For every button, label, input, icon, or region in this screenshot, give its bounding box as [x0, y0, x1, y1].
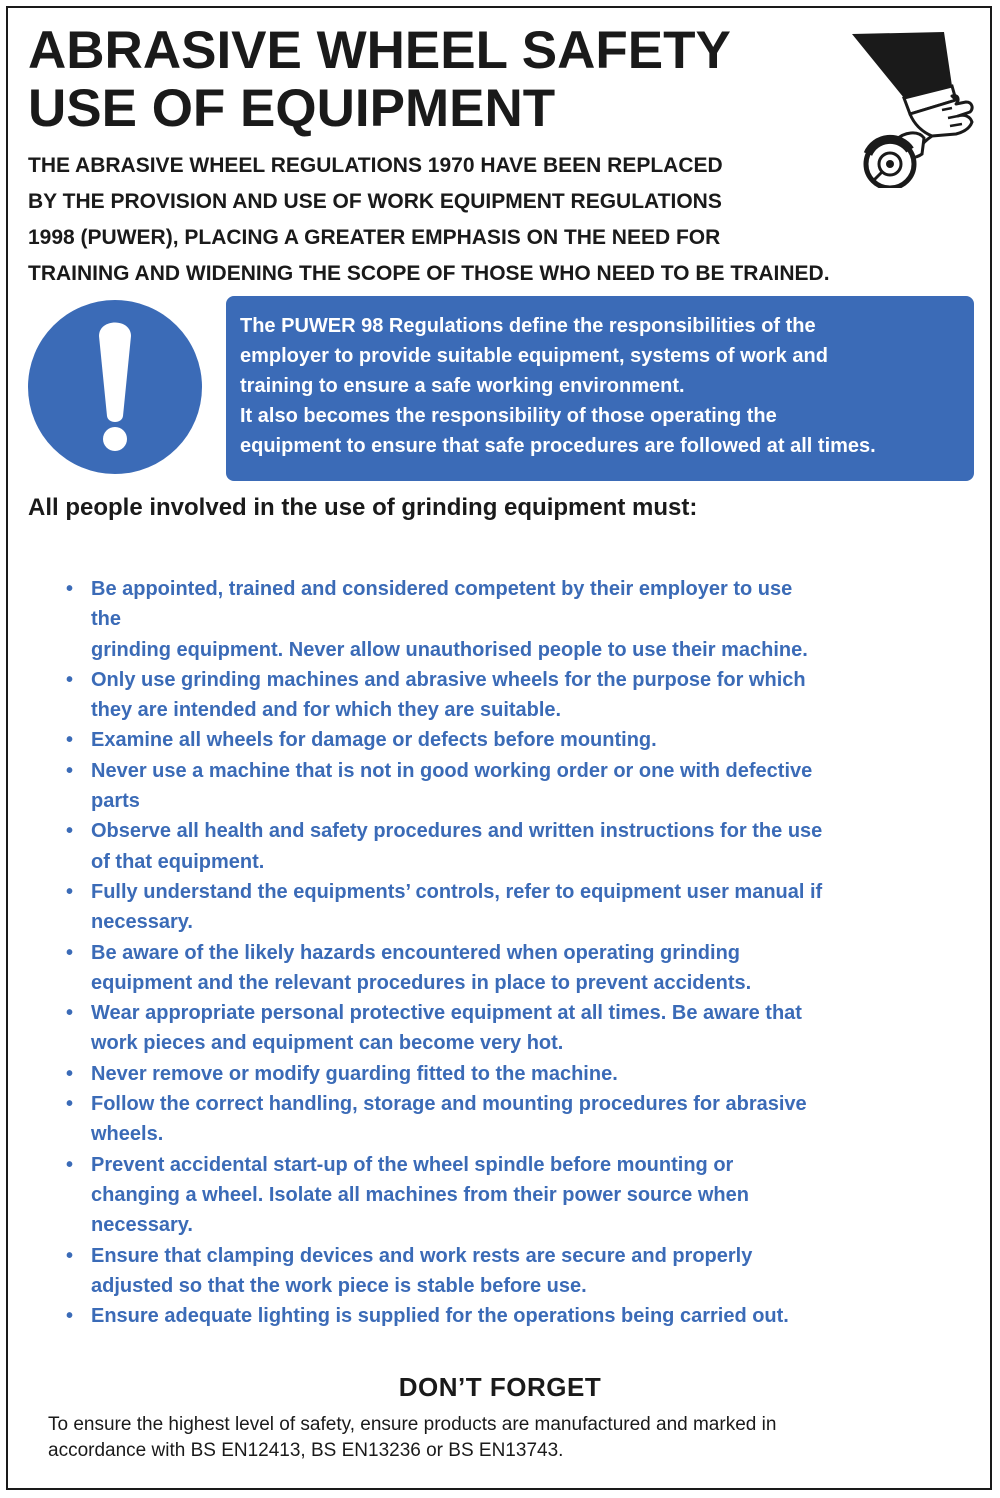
rule-line: equipment and the relevant procedures in place to prevent accidents. — [91, 971, 752, 994]
rule-item — [66, 1059, 946, 1089]
rule-line: • Prevent accidental start-up of the wheel spindle before mounting or — [91, 1153, 734, 1176]
rule-line: • Follow the correct handling, storage and mounting procedures for abrasive — [91, 1093, 807, 1116]
rule-item — [66, 938, 946, 999]
info-line: equipment to ensure that safe procedures are followed at all times. — [240, 435, 876, 457]
info-line: It also becomes the responsibility of those operating the — [240, 405, 777, 427]
rule-item — [66, 998, 946, 1059]
footer-line: accordance with BS EN12413, BS EN13236 or BS EN13743. — [48, 1440, 564, 1461]
intro-line: 1998 (PUWER), PLACING A GREATER EMPHASIS ON THE NEED FOR — [28, 226, 721, 249]
rule-line: • Ensure that clamping devices and work rests are secure and properly — [91, 1244, 753, 1267]
rule-item — [66, 1150, 946, 1241]
rule-line: adjusted so that the work piece is stable before use. — [91, 1274, 587, 1297]
rule-item — [66, 816, 946, 877]
rule-line: necessary. — [91, 1214, 193, 1237]
rule-line: • Wear appropriate personal protective equipment at all times. Be aware that — [91, 1002, 802, 1025]
lead-heading: All people involved in the use of grinding equipment must: — [28, 494, 698, 521]
rule-line: • Only use grinding machines and abrasive wheels for the purpose for which — [91, 668, 806, 691]
rule-line: • Observe all health and safety procedures and written instructions for the use — [91, 820, 823, 843]
intro-line: TRAINING AND WIDENING THE SCOPE OF THOSE WHO NEED TO BE TRAINED. — [28, 262, 830, 285]
rule-item — [66, 1089, 946, 1150]
rule-line: the — [91, 608, 121, 631]
rule-line: • Ensure adequate lighting is supplied for the operations being carried out. — [91, 1305, 789, 1328]
rule-line: wheels. — [91, 1123, 164, 1146]
rule-item — [66, 1301, 946, 1331]
rule-line: grinding equipment. Never allow unauthorised people to use their machine. — [91, 638, 808, 661]
rule-line: • Examine all wheels for damage or defects before mounting. — [91, 729, 657, 752]
intro-line: BY THE PROVISION AND USE OF WORK EQUIPMENT REGULATIONS — [28, 190, 722, 213]
rule-line: • Never remove or modify guarding fitted to the machine. — [91, 1062, 618, 1085]
rule-line: necessary. — [91, 911, 193, 934]
title-line-2: USE OF EQUIPMENT — [28, 79, 556, 138]
rule-item — [66, 574, 946, 665]
info-line: The PUWER 98 Regulations define the responsibilities of the — [240, 315, 816, 337]
info-callout — [226, 296, 974, 481]
rule-line: parts — [91, 790, 140, 813]
intro-line: THE ABRASIVE WHEEL REGULATIONS 1970 HAVE BEEN REPLACED — [28, 154, 723, 177]
rule-item — [66, 1241, 946, 1302]
info-line: training to ensure a safe working environment. — [240, 375, 685, 397]
footer-note — [48, 1412, 968, 1464]
rule-item — [66, 756, 946, 817]
rule-item — [66, 877, 946, 938]
rules-list — [66, 574, 946, 1331]
intro-paragraph — [28, 148, 958, 292]
rule-line: • Fully understand the equipments’ controls, refer to equipment user manual if — [91, 880, 823, 903]
info-line: employer to provide suitable equipment, systems of work and — [240, 345, 828, 367]
title-line-1: ABRASIVE WHEEL SAFETY — [28, 21, 731, 80]
footer-line: To ensure the highest level of safety, ensure products are manufactured and marked in — [48, 1414, 777, 1435]
rule-line: work pieces and equipment can become very hot. — [91, 1032, 564, 1055]
rule-item — [66, 725, 946, 755]
rule-line: of that equipment. — [91, 850, 265, 873]
exclamation-mark-icon — [28, 300, 202, 474]
rule-line: • Be aware of the likely hazards encountered when operating grinding — [91, 941, 741, 964]
rule-item — [66, 665, 946, 726]
rule-line: • Never use a machine that is not in good working order or one with defective — [91, 759, 813, 782]
dont-forget-heading: DON’T FORGET — [398, 1372, 602, 1402]
rule-line: they are intended and for which they are suitable. — [91, 699, 562, 722]
page-title — [28, 22, 731, 138]
rule-line: • Be appointed, trained and considered competent by their employer to use — [91, 578, 793, 600]
rule-line: changing a wheel. Isolate all machines from their power source when — [91, 1183, 749, 1206]
